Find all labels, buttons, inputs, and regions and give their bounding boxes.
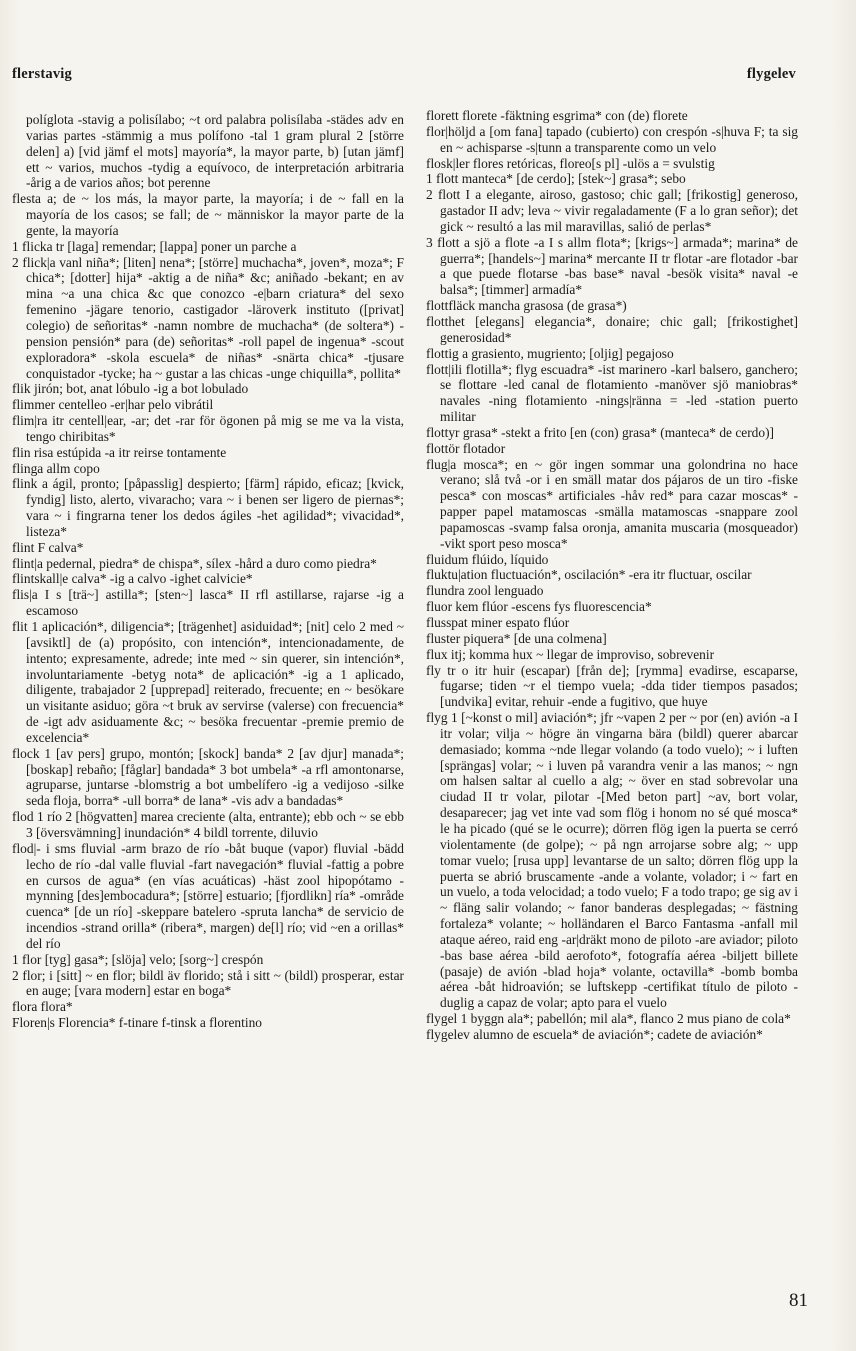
dictionary-entry: flintskall|e calva* -ig a calvo -ighet calvicie* xyxy=(12,571,253,587)
dictionary-entry: flott|ili flotilla*; flyg escuadra* -ist marinero -karl balsero, ganchero; se flottare -led canal de flotamiento -manöver sjö maniobras* navales -ning flotamiento -nings|ränna = -led -station puerto militar xyxy=(426,361,798,425)
left-column xyxy=(12,112,404,1031)
dictionary-entry: flosk|ler flores retóricas, floreo[s pl] -ulös a = svulstig xyxy=(426,155,715,171)
dictionary-entry: flink a ágil, pronto; [påpasslig] despierto; [färm] rápido, eficaz; [kvick, fyndig] listo, alerto, vivaracho; vara ~ i benen ser ligero de piernas*; vara ~ i fingrarna tener los dedos ágiles -het agilidad*; vivacidad*, listeza* xyxy=(12,476,404,539)
dictionary-entry: 1 flor [tyg] gasa*; [slöja] velo; [sorg~] crespón xyxy=(12,951,264,967)
dictionary-entry: fluor kem flúor -escens fys fluorescencia* xyxy=(426,599,652,615)
dictionary-entry: flyg 1 [~konst o mil] aviación*; jfr ~vapen 2 per ~ por (en) avión -a I itr volar; vilja ~ högre än vingarna bära (bildl) querer abarcar demasiado; komma ~nde llegar volando (a todo vuelo); ~ i luften [sprängas] volar; ~ i luven på varandra venir a las manos; ~ ngn om halsen saltar al cuello a alg; ~ över en stad sobrevolar una ciudad II tr volar, pilotar -[Med beton part] ~av, bort volar, desaparecer; jag vet inte vad som flög i honom no sé qué mosca* le ha picado (qué se le ocurre); dörren flög igen la puerta se cerró violentamente (de golpe); ~ på ngn arrojarse sobre alg; ~ upp tomar vuelo; [rusa upp] levantarse de un salto; dörren flög upp la puerta se abrió bruscamente -ande a volante, volador; i ~ fart en un vuelo, a toda velocidad; a todo vuelo; F a todo trapo; ge sig av i ~ fläng salir volando; ~ fanor banderas desplegadas; ~ fästning fortaleza* volante; ~ holländaren el Barco Fantasma -anfall mil ataque aéreo, raid eng -ar|dräkt mono de piloto -are aviador; piloto -bas base aérea -bild aerofoto*, fotografía aérea -biljett billete (pasaje) de avión -blad hoja* volante, octavilla* -bomb bomba aérea -båt hidroavión; se luftskepp -certifikat título de piloto -duglig a capaz de volar; apto para el vuelo xyxy=(426,710,798,1011)
dictionary-entry: flimmer centelleo -er|har pelo vibrátil xyxy=(12,397,214,413)
running-head-left: flerstavig xyxy=(12,66,72,82)
dictionary-entry: 2 flott I a elegante, airoso, gastoso; chic gall; [frikostig] generoso, gastador II adv; leva ~ vivir regaladamente (F a lo gran señor); det gick ~ resultó a las mil maravillas, salió de perlas* xyxy=(426,187,798,234)
dictionary-entry: políglota -stavig a polisílabo; ~t ord palabra polisílaba -städes adv en varias partes -stämmig a mus polífono -tal 1 gram plural 2 [större delen] a) [vid jämf el mots] mayoría*, la mayor parte, b) [utan jämf] ett ~ varios, muchos -tydig a equívoco, de interpretación arbitraria -årig a de varios años; bot perenne xyxy=(26,112,404,191)
dictionary-entry: flundra zool lenguado xyxy=(426,583,544,599)
dictionary-entry: flottfläck mancha grasosa (de grasa*) xyxy=(426,298,627,314)
dictionary-entry: flygel 1 byggn ala*; pabellón; mil ala*, flanco 2 mus piano de cola* xyxy=(426,1011,791,1027)
dictionary-entry: fluidum flúido, líquido xyxy=(426,551,549,567)
dictionary-entry: flusspat miner espato flúor xyxy=(426,615,570,630)
dictionary-entry: fluktu|ation fluctuación*, oscilación* -era itr fluctuar, oscilar xyxy=(426,567,752,583)
dictionary-entry: flora flora* xyxy=(12,999,73,1015)
dictionary-entry: flod|- i sms fluvial -arm brazo de río -båt buque (vapor) fluvial -bädd lecho de río -dal valle fluvial -fart navegación* fluvial -fattig a pobre en cursos de agua* (en vías acuáticas) -häst zool hipopótamo -mynning [des]embocadura*; [större] estuario; [fjordlikn] ría* -område cuenca* [de un río] -skeppare batelero -spruta lancha* de servicio de incendios -strand orilla* (ribera*, margen) de[l] río; vid ~en a orillas* del río xyxy=(12,840,404,951)
dictionary-entry: 1 flicka tr [laga] remendar; [lappa] poner un parche a xyxy=(12,238,297,254)
dictionary-entry: 1 flott manteca* [de cerdo]; [stek~] grasa*; sebo xyxy=(426,171,686,187)
dictionary-entry: flor|höljd a [om fana] tapado (cubierto) con crespón -s|huva F; ta sig en ~ achisparse -s|tunn a transparente como un velo xyxy=(426,123,798,155)
dictionary-entry: flim|ra itr centell|ear, -ar; det -rar för ögonen på mig se me va la vista, tengo chiribitas* xyxy=(12,413,404,444)
dictionary-entry: flinga allm copo xyxy=(12,460,100,476)
page-number: 81 xyxy=(789,1290,808,1311)
dictionary-entry: Floren|s Florencia* f-tinare f-tinsk a florentino xyxy=(12,1015,262,1031)
dictionary-entry: 3 flott a sjö a flote -a I s allm flota*; [krigs~] armada*; marina* de guerra*; [handels~] marina* mercante II tr flotar -are flotador -bar a que puede flotarse -bas base* naval -besök visita* naval -e balsa*; [timmer] armadía* xyxy=(426,234,798,298)
dictionary-entry: florett florete -fäktning esgrima* con (de) florete xyxy=(426,108,688,123)
dictionary-entry: flug|a mosca*; en ~ gör ingen sommar una golondrina no hace verano; slå två -or i en smäll matar dos pájaros de un tiro -fiske pesca* con moscas* artificiales -håv red* para cazar moscas* -papper papel matamoscas -smälla matamoscas -snappare zool papamoscas -svamp falsa oronja, amanita muscaria (mosqueador) -vikt sport peso mosca* xyxy=(426,456,798,551)
dictionary-entry: 2 flick|a vanl niña*; [liten] nena*; [större] muchacha*, joven*, moza*; F chica*; [dotter] hija* -aktig a de niña* &c; aniñado -bekant; en av mina ~a una chica &c que conozco -e|barn criatura* del sexo femenino -jägare tenorio, castigador -läroverk instituto ([privat] colegio) de señoritas* -namn nombre de muchacha* (de soltera*) -pension pensión* para (de) señoritas* -roll papel de ingenua* -scout exploradora* -skola escuela* de niñas* -snärta chica* -tjusare conquistador -tycke; ha ~ gustar a las chicas -unge chiquilla*, pollita* xyxy=(12,254,404,381)
dictionary-entry: flux itj; komma hux ~ llegar de improviso, sobrevenir xyxy=(426,646,715,662)
dictionary-entry: 2 flor; i [sitt] ~ en flor; bildl äv florido; stå i sitt ~ (bildl) prosperar, estar en auge; [vara modern] estar en boga* xyxy=(12,967,404,999)
dictionary-entry: flik jirón; bot, anat lóbulo -ig a bot lobulado xyxy=(12,381,249,397)
dictionary-entry: flint|a pedernal, piedra* de chispa*, sílex -hård a duro como piedra* xyxy=(12,555,377,571)
dictionary-entry: flotthet [elegans] elegancia*, donaire; chic gall; [frikostighet] generosidad* xyxy=(426,313,798,345)
dictionary-entry: fluster piquera* [de una colmena] xyxy=(426,630,607,646)
dictionary-entry: flint F calva* xyxy=(12,539,84,555)
dictionary-entry: fly tr o itr huir (escapar) [från de]; [rymma] evadirse, escaparse, fugarse; tiden ~r el tiempo vuela; -dda tider tiempos pasados; [undvika] evitar, rehuir -ende a fugitivo, que huye xyxy=(426,662,798,710)
dictionary-entry: flesta a; de ~ los más, la mayor parte, la mayoría; i de ~ fall en la mayoría de los casos; se fall; de ~ människor la mayor parte de la gente, la mayoría xyxy=(12,191,404,238)
dictionary-entry: flod 1 río 2 [högvatten] marea creciente (alta, entrante); ebb och ~ se ebb 3 [översvämning] inundación* 4 bildl torrente, diluvio xyxy=(12,809,404,840)
dictionary-entry: flit 1 aplicación*, diligencia*; [trägenhet] asiduidad*; [nit] celo 2 med ~ [avsiktl] de (a) propósito, con intención*, intencionadamente, de intento; expresamente, adrede; inte med ~ sin querer, sin intención*, involuntariamente -betyg nota* de aplicación* -ig a 1 aplicado, diligente, trabajador 2 [upprepad] reiterado, frecuente; en ~ besökare un visitante asiduo; göra ~t bruk av servirse (valerse) con frecuencia* de -igt adv asiduamente &c; ~ besöka frecuentar -premie premio de excelencia* xyxy=(12,619,404,745)
running-head-right: flygelev xyxy=(746,66,796,82)
right-column xyxy=(426,108,798,1043)
dictionary-entry: flis|a I s [trä~] astilla*; [sten~] lasca* II rfl astillarse, rajarse -ig a escamoso xyxy=(12,587,404,619)
dictionary-entry: flottör flotador xyxy=(426,440,506,456)
dictionary-entry: flygelev alumno de escuela* de aviación*; cadete de aviación* xyxy=(426,1026,763,1042)
dictionary-entry: flock 1 [av pers] grupo, montón; [skock] banda* 2 [av djur] manada*; [boskap] rebaño; [fåglar] bandada* 3 bot umbela* -a rfl amontonarse, agruparse, juntarse -blomstrig a bot umbelífero -ig a vedijoso -silke seda floja, borra* -ull borra* de lana* -vis adv a bandadas* xyxy=(12,745,404,809)
dictionary-entry: flottig a grasiento, mugriento; [oljig] pegajoso xyxy=(426,345,674,361)
dictionary-entry: flottyr grasa* -stekt a frito [en (con) grasa* (manteca* de cerdo)] xyxy=(426,424,774,440)
dictionary-entry: flin risa estúpida -a itr reirse tontamente xyxy=(12,444,227,460)
